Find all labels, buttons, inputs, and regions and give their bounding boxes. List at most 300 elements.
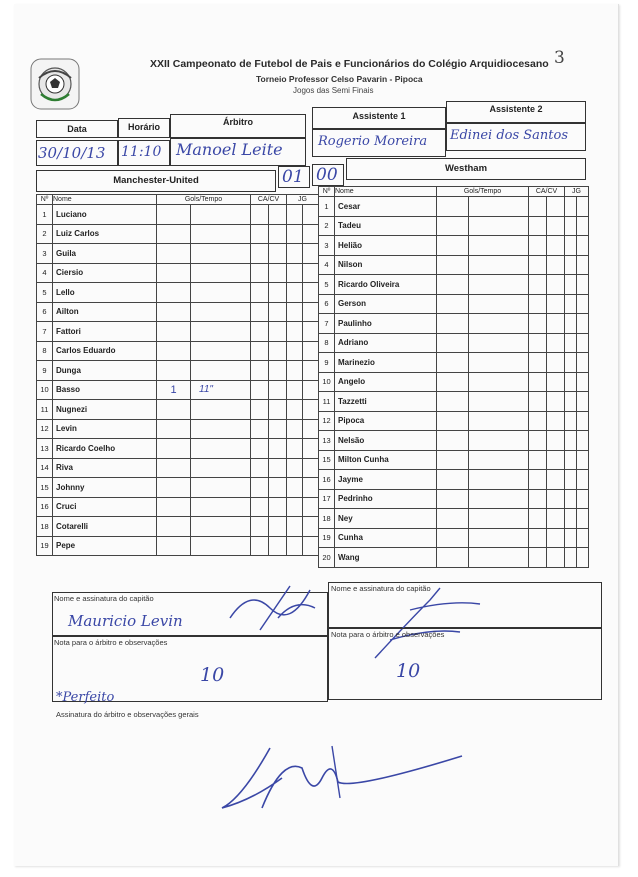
goal-count-cell xyxy=(437,294,469,314)
player-name: Basso xyxy=(53,380,157,400)
red-card-cell xyxy=(269,322,287,342)
player-name: Ney xyxy=(335,509,437,529)
player-name: Luciano xyxy=(53,205,157,225)
player-row xyxy=(319,353,589,373)
player-row xyxy=(319,528,589,548)
goal-time-cell xyxy=(191,205,251,225)
player-name: Pepe xyxy=(53,536,157,556)
red-card-cell xyxy=(547,333,565,353)
player-number: 4 xyxy=(37,263,53,283)
player-number: 10 xyxy=(37,380,53,400)
player-row xyxy=(37,205,319,225)
red-card-cell xyxy=(269,263,287,283)
jg-cell-2 xyxy=(577,392,589,412)
goal-count-cell xyxy=(437,372,469,392)
referee-signature xyxy=(212,738,472,824)
jg-cell-1 xyxy=(287,380,303,400)
player-name: Cruci xyxy=(53,497,157,517)
red-card-cell xyxy=(547,470,565,490)
player-name: Cesar xyxy=(335,197,437,217)
player-row xyxy=(37,341,319,361)
player-name: Fattori xyxy=(53,322,157,342)
yellow-card-cell xyxy=(251,205,269,225)
yellow-card-cell xyxy=(529,431,547,451)
player-name: Nilson xyxy=(335,255,437,275)
goals-column-header: Gols/Tempo xyxy=(157,195,251,205)
goal-count-cell xyxy=(157,244,191,264)
player-name: Ricardo Coelho xyxy=(53,439,157,459)
referee-label: Árbitro xyxy=(223,117,253,127)
goal-count-cell xyxy=(157,536,191,556)
jg-cell-2 xyxy=(303,263,319,283)
yellow-card-cell xyxy=(529,255,547,275)
goal-time-cell xyxy=(469,509,529,529)
player-number: 8 xyxy=(319,333,335,353)
red-card-cell xyxy=(547,411,565,431)
red-card-cell xyxy=(547,216,565,236)
red-card-cell xyxy=(547,314,565,334)
tournament-subtitle: Torneio Professor Celso Pavarin - Pipoca xyxy=(256,74,423,84)
red-card-cell xyxy=(269,458,287,478)
goal-count-cell xyxy=(157,205,191,225)
jg-cell-2 xyxy=(577,275,589,295)
goal-count-cell xyxy=(157,419,191,439)
goal-time-cell xyxy=(469,353,529,373)
red-card-cell xyxy=(547,489,565,509)
goal-time-cell xyxy=(469,197,529,217)
red-card-cell xyxy=(547,236,565,256)
red-card-cell xyxy=(269,439,287,459)
player-number: 2 xyxy=(319,216,335,236)
player-row xyxy=(37,497,319,517)
player-number: 13 xyxy=(37,439,53,459)
goal-time-cell xyxy=(191,497,251,517)
player-number: 12 xyxy=(319,411,335,431)
time-label: Horário xyxy=(127,122,160,132)
player-row xyxy=(37,361,319,381)
jg-cell-2 xyxy=(303,439,319,459)
away-note-label: Nota para o árbitro e observações xyxy=(331,630,445,639)
player-row xyxy=(37,322,319,342)
player-name: Jayme xyxy=(335,470,437,490)
yellow-card-cell xyxy=(251,400,269,420)
jg-cell-2 xyxy=(303,244,319,264)
jg-cell-1 xyxy=(565,509,577,529)
jg-cell-1 xyxy=(565,548,577,568)
player-number: 18 xyxy=(319,509,335,529)
player-name: Milton Cunha xyxy=(335,450,437,470)
player-name: Helião xyxy=(335,236,437,256)
player-row xyxy=(37,439,319,459)
referee-signature-label: Assinatura do árbitro e observações gerais xyxy=(56,710,199,719)
home-team-name: Manchester-United xyxy=(113,175,199,186)
red-card-cell xyxy=(547,528,565,548)
goal-count-cell xyxy=(437,197,469,217)
goal-time-cell xyxy=(469,431,529,451)
jg-cell-1 xyxy=(565,236,577,256)
player-number: 7 xyxy=(319,314,335,334)
goal-time-cell xyxy=(191,478,251,498)
number-column-header: Nº xyxy=(37,195,53,205)
goal-time-cell xyxy=(469,450,529,470)
referee-name: Manoel Leite xyxy=(176,140,283,159)
goal-count-cell xyxy=(437,450,469,470)
jg-cell-2 xyxy=(577,450,589,470)
red-card-cell xyxy=(547,275,565,295)
red-card-cell xyxy=(269,517,287,537)
player-number: 4 xyxy=(319,255,335,275)
player-name: Adriano xyxy=(335,333,437,353)
goal-count-cell xyxy=(437,216,469,236)
yellow-card-cell xyxy=(529,275,547,295)
goal-time-cell: 11" xyxy=(191,380,251,400)
goal-count-cell xyxy=(437,333,469,353)
player-number: 15 xyxy=(37,478,53,498)
match-date: 30/10/13 xyxy=(38,144,106,162)
goal-count-cell xyxy=(437,411,469,431)
red-card-cell xyxy=(269,244,287,264)
yellow-card-cell xyxy=(251,322,269,342)
goal-count-cell xyxy=(437,275,469,295)
jg-cell-1 xyxy=(565,470,577,490)
jg-cell-2 xyxy=(303,497,319,517)
player-number: 5 xyxy=(37,283,53,303)
player-name: Carlos Eduardo xyxy=(53,341,157,361)
red-card-cell xyxy=(547,197,565,217)
red-card-cell xyxy=(269,380,287,400)
player-name: Levin xyxy=(53,419,157,439)
away-roster-table xyxy=(318,186,589,568)
red-card-cell xyxy=(269,478,287,498)
date-label: Data xyxy=(67,124,87,134)
goal-count-cell xyxy=(437,255,469,275)
goal-count-cell: 1 xyxy=(157,380,191,400)
player-number: 16 xyxy=(37,497,53,517)
player-row xyxy=(37,263,319,283)
yellow-card-cell xyxy=(529,489,547,509)
yellow-card-cell xyxy=(251,458,269,478)
yellow-card-cell xyxy=(251,536,269,556)
player-name: Riva xyxy=(53,458,157,478)
player-name: Ciersio xyxy=(53,263,157,283)
yellow-card-cell xyxy=(251,224,269,244)
player-number: 11 xyxy=(37,400,53,420)
jg-cell-2 xyxy=(577,431,589,451)
home-roster-table xyxy=(36,194,319,556)
goal-count-cell xyxy=(157,263,191,283)
yellow-card-cell xyxy=(529,294,547,314)
player-row xyxy=(37,283,319,303)
yellow-card-cell xyxy=(529,470,547,490)
player-row xyxy=(319,216,589,236)
player-row xyxy=(37,400,319,420)
red-card-cell xyxy=(547,294,565,314)
goal-time-cell xyxy=(191,517,251,537)
player-number: 7 xyxy=(37,322,53,342)
jg-cell-2 xyxy=(303,361,319,381)
jg-cell-1 xyxy=(565,353,577,373)
goal-count-cell xyxy=(157,302,191,322)
player-name: Guila xyxy=(53,244,157,264)
goal-count-cell xyxy=(157,361,191,381)
player-number: 9 xyxy=(37,361,53,381)
red-card-cell xyxy=(547,353,565,373)
jg-cell-1 xyxy=(565,255,577,275)
player-number: 17 xyxy=(319,489,335,509)
player-number: 6 xyxy=(37,302,53,322)
yellow-card-cell xyxy=(529,236,547,256)
goal-count-cell xyxy=(157,439,191,459)
player-number: 6 xyxy=(319,294,335,314)
yellow-card-cell xyxy=(529,333,547,353)
goal-time-cell xyxy=(469,275,529,295)
jg-cell-1 xyxy=(565,431,577,451)
jg-cell-1 xyxy=(287,439,303,459)
red-card-cell xyxy=(547,255,565,275)
player-row xyxy=(319,509,589,529)
goal-count-cell xyxy=(437,489,469,509)
player-name: Dunga xyxy=(53,361,157,381)
player-name: Paulinho xyxy=(335,314,437,334)
yellow-card-cell xyxy=(529,509,547,529)
goal-count-cell xyxy=(157,341,191,361)
goal-time-cell xyxy=(191,458,251,478)
goal-count-cell xyxy=(157,478,191,498)
player-number: 9 xyxy=(319,353,335,373)
home-captain-label: Nome e assinatura do capitão xyxy=(54,594,154,603)
jg-column-header: JG xyxy=(565,187,589,197)
goal-time-cell xyxy=(191,439,251,459)
jg-cell-1 xyxy=(287,205,303,225)
goal-time-cell xyxy=(191,244,251,264)
yellow-card-cell xyxy=(251,244,269,264)
jg-cell-1 xyxy=(287,400,303,420)
player-row xyxy=(319,372,589,392)
player-name: Angelo xyxy=(335,372,437,392)
player-number: 16 xyxy=(319,470,335,490)
player-name: Nugnezi xyxy=(53,400,157,420)
player-row xyxy=(319,470,589,490)
jg-cell-2 xyxy=(303,341,319,361)
red-card-cell xyxy=(547,548,565,568)
goal-count-cell xyxy=(437,470,469,490)
jg-cell-2 xyxy=(303,205,319,225)
number-column-header: Nº xyxy=(319,187,335,197)
yellow-card-cell xyxy=(529,314,547,334)
player-row xyxy=(319,255,589,275)
goal-time-cell xyxy=(469,294,529,314)
jg-cell-2 xyxy=(577,294,589,314)
player-number: 18 xyxy=(37,517,53,537)
player-name: Ricardo Oliveira xyxy=(335,275,437,295)
yellow-card-cell xyxy=(529,216,547,236)
player-row xyxy=(319,431,589,451)
jg-cell-1 xyxy=(287,497,303,517)
page-number: 3 xyxy=(554,48,565,68)
player-name: Cotarelli xyxy=(53,517,157,537)
player-name: Lello xyxy=(53,283,157,303)
jg-cell-2 xyxy=(577,255,589,275)
jg-cell-1 xyxy=(287,244,303,264)
jg-cell-2 xyxy=(577,314,589,334)
goal-count-cell xyxy=(157,497,191,517)
home-captain-signature: Mauricio Levin xyxy=(68,612,183,630)
player-name: Ailton xyxy=(53,302,157,322)
jg-cell-2 xyxy=(577,216,589,236)
player-name: Pedrinho xyxy=(335,489,437,509)
goal-time-cell xyxy=(191,322,251,342)
jg-cell-1 xyxy=(565,411,577,431)
player-row xyxy=(37,380,319,400)
yellow-card-cell xyxy=(529,197,547,217)
goal-count-cell xyxy=(157,400,191,420)
player-name: Tazzetti xyxy=(335,392,437,412)
jg-cell-2 xyxy=(303,419,319,439)
player-row xyxy=(319,197,589,217)
goal-count-cell xyxy=(437,528,469,548)
jg-cell-1 xyxy=(287,302,303,322)
player-row xyxy=(319,314,589,334)
red-card-cell xyxy=(269,400,287,420)
jg-cell-2 xyxy=(577,528,589,548)
yellow-card-cell xyxy=(529,528,547,548)
goal-count-cell xyxy=(437,392,469,412)
player-name: Wang xyxy=(335,548,437,568)
player-number: 1 xyxy=(37,205,53,225)
goal-time-cell xyxy=(469,372,529,392)
goal-time-cell xyxy=(469,392,529,412)
yellow-card-cell xyxy=(529,411,547,431)
player-row xyxy=(319,489,589,509)
player-name: Pipoca xyxy=(335,411,437,431)
away-team-name: Westham xyxy=(444,163,488,174)
yellow-card-cell xyxy=(529,372,547,392)
player-number: 15 xyxy=(319,450,335,470)
jg-cell-2 xyxy=(303,302,319,322)
jg-cell-2 xyxy=(577,372,589,392)
goal-count-cell xyxy=(437,431,469,451)
roster-header-row xyxy=(319,187,589,197)
red-card-cell xyxy=(269,361,287,381)
player-name: Marinezio xyxy=(335,353,437,373)
yellow-card-cell xyxy=(251,517,269,537)
red-card-cell xyxy=(269,205,287,225)
yellow-card-cell xyxy=(251,419,269,439)
jg-cell-2 xyxy=(303,283,319,303)
player-row xyxy=(319,411,589,431)
jg-cell-2 xyxy=(303,536,319,556)
player-name: Cunha xyxy=(335,528,437,548)
roster-header-row xyxy=(37,195,319,205)
jg-cell-2 xyxy=(577,489,589,509)
jg-cell-1 xyxy=(565,372,577,392)
jg-column-header: JG xyxy=(287,195,319,205)
jg-cell-1 xyxy=(565,294,577,314)
player-number: 1 xyxy=(319,197,335,217)
player-row xyxy=(37,302,319,322)
player-number: 11 xyxy=(319,392,335,412)
player-number: 19 xyxy=(319,528,335,548)
red-card-cell xyxy=(269,341,287,361)
player-number: 2 xyxy=(37,224,53,244)
red-card-cell xyxy=(547,450,565,470)
player-number: 20 xyxy=(319,548,335,568)
jg-cell-2 xyxy=(577,353,589,373)
red-card-cell xyxy=(269,302,287,322)
jg-cell-1 xyxy=(287,536,303,556)
player-number: 8 xyxy=(37,341,53,361)
red-card-cell xyxy=(269,224,287,244)
player-row xyxy=(319,392,589,412)
player-row xyxy=(37,224,319,244)
goal-time-cell xyxy=(191,302,251,322)
yellow-card-cell xyxy=(251,302,269,322)
player-row xyxy=(37,517,319,537)
name-column-header: Nome xyxy=(335,187,437,197)
jg-cell-2 xyxy=(303,322,319,342)
goal-time-cell xyxy=(469,411,529,431)
home-score: 01 xyxy=(282,167,304,187)
goal-time-cell xyxy=(469,548,529,568)
goal-time-cell xyxy=(191,283,251,303)
player-name: Johnny xyxy=(53,478,157,498)
goal-count-cell xyxy=(437,509,469,529)
jg-cell-1 xyxy=(565,197,577,217)
yellow-card-cell xyxy=(251,361,269,381)
player-number: 12 xyxy=(37,419,53,439)
player-row xyxy=(37,536,319,556)
assistant2-label: Assistente 2 xyxy=(489,104,543,114)
goal-count-cell xyxy=(157,517,191,537)
general-remark: *Perfeito xyxy=(56,690,115,705)
away-note-value: 10 xyxy=(396,660,421,682)
jg-cell-2 xyxy=(577,411,589,431)
jg-cell-1 xyxy=(565,450,577,470)
player-name: Nelsão xyxy=(335,431,437,451)
player-number: 5 xyxy=(319,275,335,295)
cards-column-header: CA/CV xyxy=(251,195,287,205)
jg-cell-1 xyxy=(565,314,577,334)
red-card-cell xyxy=(547,372,565,392)
player-number: 10 xyxy=(319,372,335,392)
goal-time-cell xyxy=(469,470,529,490)
jg-cell-1 xyxy=(565,528,577,548)
jg-cell-1 xyxy=(287,341,303,361)
jg-cell-1 xyxy=(287,361,303,381)
yellow-card-cell xyxy=(529,392,547,412)
name-column-header: Nome xyxy=(53,195,157,205)
jg-cell-2 xyxy=(577,548,589,568)
player-number: 14 xyxy=(37,458,53,478)
jg-cell-2 xyxy=(303,400,319,420)
goal-time-cell xyxy=(191,263,251,283)
goal-time-cell xyxy=(469,236,529,256)
goal-count-cell xyxy=(437,353,469,373)
goal-count-cell xyxy=(437,548,469,568)
jg-cell-1 xyxy=(287,478,303,498)
away-score: 00 xyxy=(316,165,338,185)
jg-cell-2 xyxy=(577,333,589,353)
jg-cell-1 xyxy=(287,224,303,244)
jg-cell-2 xyxy=(303,478,319,498)
jg-cell-1 xyxy=(565,489,577,509)
document-title: XXII Campeonato de Futebol de Pais e Funcionários do Colégio Arquidiocesano xyxy=(150,58,549,70)
home-note-value: 10 xyxy=(200,664,225,686)
yellow-card-cell xyxy=(529,353,547,373)
goal-time-cell xyxy=(191,224,251,244)
goal-count-cell xyxy=(157,224,191,244)
player-number: 13 xyxy=(319,431,335,451)
